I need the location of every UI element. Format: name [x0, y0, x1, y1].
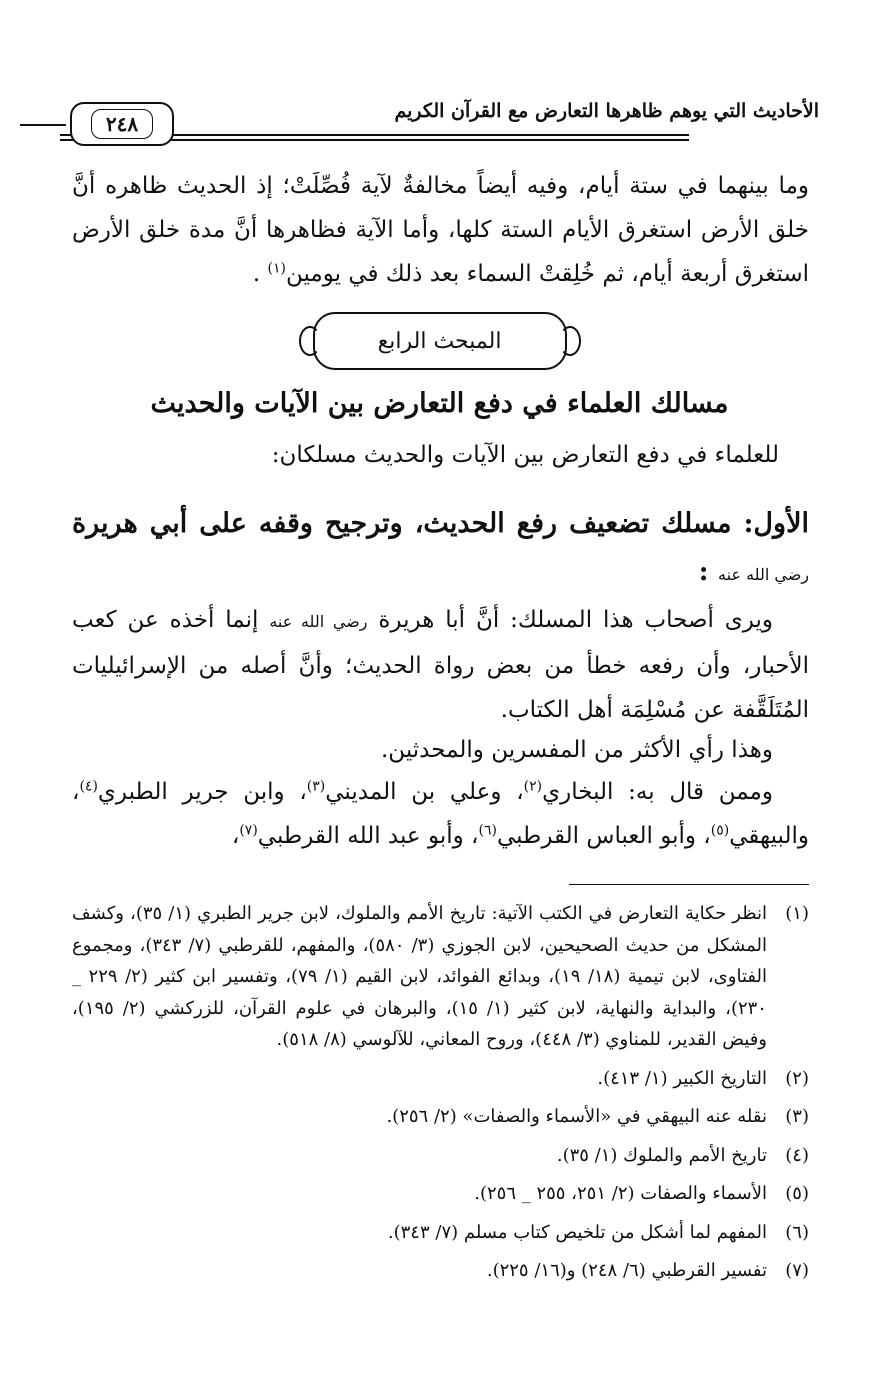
footnote-text: تفسير القرطبي (٦/ ٢٤٨) و(١٦/ ٢٢٥). — [486, 1260, 767, 1281]
p4-seg5: ، وأبو العباس القرطبي — [496, 823, 711, 849]
footnote-2 — [72, 1063, 809, 1095]
paragraph-3 — [72, 728, 809, 772]
footnote-3 — [72, 1101, 809, 1133]
footnote-ref-3: (٣) — [306, 778, 326, 795]
page-number: ٢٤٨ — [91, 109, 153, 139]
paragraph-1-text: وما بينهما في ستة أيام، وفيه أيضاً مخالفةٌ لآية فُصِّلَتْ؛ إذ الحديث ظاهره أنَّ خلق الأرض استغرق الأيام الستة كلها، وأما الآية فظاهرها أنَّ مدة خلق الأرض استغرق أربعة أيام، ثم خُلِقتْ السماء بعد ذلك في يومين — [72, 173, 809, 287]
running-header — [60, 96, 819, 156]
footnote-number: (٣) — [785, 1106, 809, 1127]
paragraph-3-text: وهذا رأي الأكثر من المفسرين والمحدثين. — [381, 737, 773, 763]
footnote-ref-2: (٢) — [523, 778, 543, 795]
footnote-ref-1: (١) — [267, 260, 286, 277]
footnote-number: (٦) — [785, 1221, 809, 1243]
honorific-glyph-2: رضي الله عنه — [269, 612, 368, 631]
header-title: الأحاديث التي يوهم ظاهرها التعارض مع القرآن الكريم — [394, 100, 819, 122]
footnote-text: التاريخ الكبير (١/ ٤١٣). — [597, 1067, 767, 1089]
footnote-text: انظر حكاية التعارض في الكتب الآتية: تاريخ الأمم والملوك، لابن جرير الطبري (١/ ٣٥)، وكشف المشكل من حديث الصحيحين، لابن الجوزي (٣/ ٥٨٠)، والمفهم، للقرطبي (٧/ ٣٤٣)، ومجموع الفتاوى، لابن تيمية (١٨/ ١٩)، وبدائع الفوائد، لابن القيم (١/ ٧٩)، وتفسير ابن كثير (٢/ ٢٢٩ _ ٢٣٠)، والبداية والنهاية، لابن كثير (١/ ١٥)، والبرهان في علوم القرآن، للزركشي (٢/ ١٩٥)، وفيض القدير، للمناوي (٣/ ٤٤٨)، وروح المعاني، للآلوسي (٨/ ٥١٨). — [72, 903, 767, 1050]
footnote-number: (٧) — [785, 1260, 809, 1281]
subheading — [72, 500, 809, 599]
paragraph-4 — [72, 770, 809, 858]
section-label-frame — [0, 312, 879, 376]
p4-seg2: ، وعلي بن المديني — [325, 779, 524, 805]
paragraph-1 — [72, 164, 809, 296]
footnote-6 — [72, 1217, 809, 1249]
paragraph-2-text-b: إنما أخذه عن كعب الأحبار، وأن رفعه خطأ من بعض رواة الحديث؛ وأنَّ أصله من الإسرائيليات المُتَلَقَّفة عن مُسْلِمَة أهل الكتاب. — [72, 607, 809, 723]
section-label: المبحث الرابع — [377, 328, 502, 354]
p4-seg6: ، وأبو عبد الله القرطبي — [257, 823, 479, 849]
footnote-number: (٥) — [785, 1183, 809, 1204]
header-rule-left — [20, 124, 66, 126]
footnote-text: الأسماء والصفات (٢/ ٢٥١، ٢٥٥ _ ٢٥٦). — [474, 1183, 767, 1204]
section-intro: للعلماء في دفع التعارض بين الآيات والحديث مسلكان: — [271, 442, 779, 468]
footnote-ref-7: (٧) — [239, 822, 258, 839]
section-box — [313, 312, 567, 370]
footnote-number: (١) — [785, 903, 809, 924]
p4-seg7: ، — [231, 823, 240, 849]
footnote-number: (٤) — [785, 1144, 809, 1166]
footnote-1 — [72, 898, 809, 1056]
paragraph-2-text-a: ويرى أصحاب هذا المسلك: أنَّ أبا هريرة — [378, 607, 774, 633]
footnote-ref-6: (٦) — [478, 822, 497, 839]
footnote-4 — [72, 1140, 809, 1172]
footnote-text: نقله عنه البيهقي في «الأسماء والصفات» (٢/ ٢٥٦). — [386, 1106, 767, 1127]
p4-seg1: وممن قال به: البخاري — [542, 779, 773, 805]
footnotes — [72, 898, 809, 1294]
footnote-ref-5: (٥) — [710, 822, 730, 839]
subheading-text: الأول: مسلك تضعيف رفع الحديث، وترجيح وقفه على أبي هريرة — [72, 508, 809, 539]
footnote-number: (٢) — [785, 1067, 809, 1089]
paragraph-1-end: . — [252, 261, 268, 287]
footnote-text: المفهم لما أشكل من تلخيص كتاب مسلم (٧/ ٣٤٣). — [387, 1221, 767, 1243]
paragraph-2 — [72, 598, 809, 732]
page-number-frame — [70, 102, 174, 146]
footnote-5 — [72, 1178, 809, 1210]
footnote-separator — [569, 884, 809, 885]
footnote-ref-4: (٤) — [79, 778, 98, 795]
subheading-end: : — [698, 556, 719, 587]
footnote-text: تاريخ الأمم والملوك (١/ ٣٥). — [556, 1144, 767, 1166]
footnote-7 — [72, 1255, 809, 1287]
p4-seg3: ، وابن جرير الطبري — [97, 779, 307, 805]
honorific-glyph: رضي الله عنه — [718, 565, 809, 584]
section-heading: مسالك العلماء في دفع التعارض بين الآيات والحديث — [150, 388, 729, 419]
p4-seg4: ، والبيهقي — [72, 779, 809, 849]
